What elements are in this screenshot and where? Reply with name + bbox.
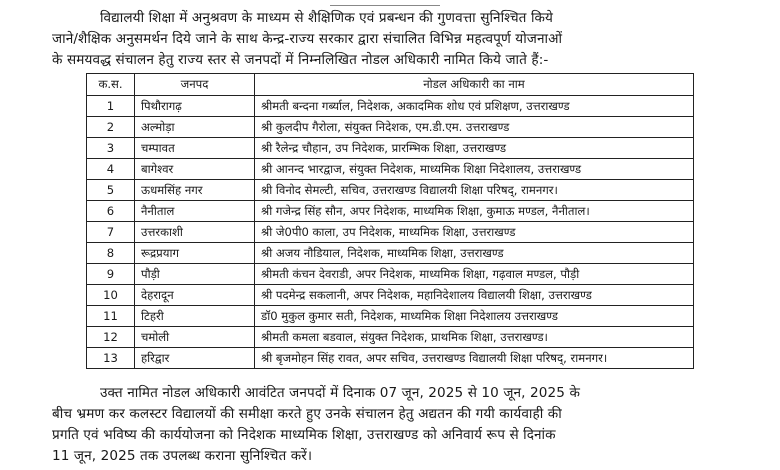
intro-paragraph: [52, 8, 722, 71]
cell-serial: 3: [87, 138, 135, 159]
closing-line: प्रगति एवं भविष्य की कार्ययोजना को निदेशक माध्यमिक शिक्षा, उत्तराखण्ड को अनिवार्य रूप से दिनांक: [52, 427, 556, 443]
cell-serial: 9: [87, 264, 135, 285]
cell-district: अल्मोड़ा: [135, 117, 255, 138]
cell-district: बागेश्वर: [135, 159, 255, 180]
cell-district: पिथौरागढ़: [135, 96, 255, 117]
closing-paragraph: [52, 383, 722, 467]
cell-district: चम्पावत: [135, 138, 255, 159]
cell-district: पौड़ी: [135, 264, 255, 285]
table-row: [87, 159, 694, 180]
cell-district: नैनीताल: [135, 201, 255, 222]
cell-officer: श्री जे0पी0 काला, उप निदेशक, माध्यमिक शिक्षा, उत्तराखण्ड: [255, 222, 694, 243]
cell-officer: श्री गजेन्द्र सिंह सौन, अपर निदेशक, माध्यमिक शिक्षा, कुमाऊ मण्डल, नैनीताल।: [255, 201, 694, 222]
cell-district: रूद्रप्रयाग: [135, 243, 255, 264]
cell-officer: श्री विनोद सेमल्टी, सचिव, उत्तराखण्ड विद्यालयी शिक्षा परिषद्, रामनगर।: [255, 180, 694, 201]
table-row: [87, 243, 694, 264]
table-row: [87, 117, 694, 138]
cell-serial: 13: [87, 348, 135, 369]
intro-line: के समयवद्ध संचालन हेतु राज्य स्तर से जनपदों में निम्नलिखित नोडल अधिकारी नामित किये जाते हैं:-: [52, 52, 549, 68]
cell-district: उत्तरकाशी: [135, 222, 255, 243]
closing-line: उक्त नामित नोडल अधिकारी आवंटित जनपदों में दिनाक 07 जून, 2025 से 10 जून, 2025 के: [100, 385, 580, 401]
table-row: [87, 201, 694, 222]
table-row: [87, 138, 694, 159]
cell-serial: 2: [87, 117, 135, 138]
table-row: [87, 222, 694, 243]
table-row: [87, 180, 694, 201]
header-district: जनपद: [135, 74, 255, 96]
table-row: [87, 327, 694, 348]
table-header-row: [87, 74, 694, 96]
cell-serial: 10: [87, 285, 135, 306]
cell-serial: 5: [87, 180, 135, 201]
cell-officer: श्री बृजमोहन सिंह रावत, अपर सचिव, उत्तराखण्ड विद्यालयी शिक्षा परिषद्, रामनगर।: [255, 348, 694, 369]
table-row: [87, 348, 694, 369]
nodal-officer-table: [86, 73, 694, 369]
intro-line: जाने/शैक्षिक अनुसमर्थन दिये जाने के साथ केन्द्र-राज्य सरकार द्वारा संचालित विभिन्न महत्वपूर्ण योजनाओं: [52, 31, 563, 47]
cell-serial: 8: [87, 243, 135, 264]
cell-district: हरिद्वार: [135, 348, 255, 369]
table-row: [87, 96, 694, 117]
cell-officer: श्रीमती कंचन देवराडी, अपर निदेशक, माध्यमिक शिक्षा, गढ़वाल मण्डल, पौड़ी: [255, 264, 694, 285]
cell-officer: श्री पदमेन्द्र सकलानी, अपर निदेशक, महानिदेशालय विद्यालयी शिक्षा, उत्तराखण्ड: [255, 285, 694, 306]
cell-serial: 6: [87, 201, 135, 222]
cell-district: देहरादून: [135, 285, 255, 306]
intro-line: विद्यालयी शिक्षा में अनुश्रवण के माध्यम से शैक्षिणिक एवं प्रबन्धन की गुणवत्ता सुनिश्चित किये: [100, 10, 553, 26]
cell-district: चमोली: [135, 327, 255, 348]
cell-officer: श्री कुलदीप गैरोला, संयुक्त निदेशक, एम.डी.एम. उत्तराखण्ड: [255, 117, 694, 138]
cell-serial: 11: [87, 306, 135, 327]
cell-serial: 4: [87, 159, 135, 180]
table-row: [87, 285, 694, 306]
cell-serial: 7: [87, 222, 135, 243]
cell-officer: डॉ0 मुकुल कुमार सती, निदेशक, माध्यमिक शिक्षा निदेशालय उत्तराखण्ड: [255, 306, 694, 327]
cell-serial: 12: [87, 327, 135, 348]
cell-officer: श्री आनन्द भारद्वाज, संयुक्त निदेशक, माध्यमिक शिक्षा निदेशालय, उत्तराखण्ड: [255, 159, 694, 180]
header-underline: [330, 0, 440, 6]
cell-district: टिहरी: [135, 306, 255, 327]
closing-line: 11 जून, 2025 तक उपलब्ध कराना सुनिश्चित करें।: [52, 448, 313, 464]
table-row: [87, 264, 694, 285]
cell-officer: श्रीमती कमला बडवाल, संयुक्त निदेशक, प्राथमिक शिक्षा, उत्तराखण्ड।: [255, 327, 694, 348]
cell-serial: 1: [87, 96, 135, 117]
closing-line: बीच भ्रमण कर कलस्टर विद्यालयों की समीक्षा करते हुए उनके संचालन हेतु अद्यतन की गयी कार्यवाही की: [52, 406, 562, 422]
cell-officer: श्रीमती बन्दना गर्ब्याल, निदेशक, अकादमिक शोध एवं प्रशिक्षण, उत्तराखण्ड: [255, 96, 694, 117]
header-officer: नोडल अधिकारी का नाम: [255, 74, 694, 96]
table-row: [87, 306, 694, 327]
cell-officer: श्री अजय नौडियाल, निदेशक, माध्यमिक शिक्षा, उत्तराखण्ड: [255, 243, 694, 264]
cell-district: ऊधमसिंह नगर: [135, 180, 255, 201]
cell-officer: श्री रैलेन्द्र चौहान, उप निदेशक, प्रारम्भिक शिक्षा, उत्तराखण्ड: [255, 138, 694, 159]
header-serial: क.स.: [87, 74, 135, 96]
